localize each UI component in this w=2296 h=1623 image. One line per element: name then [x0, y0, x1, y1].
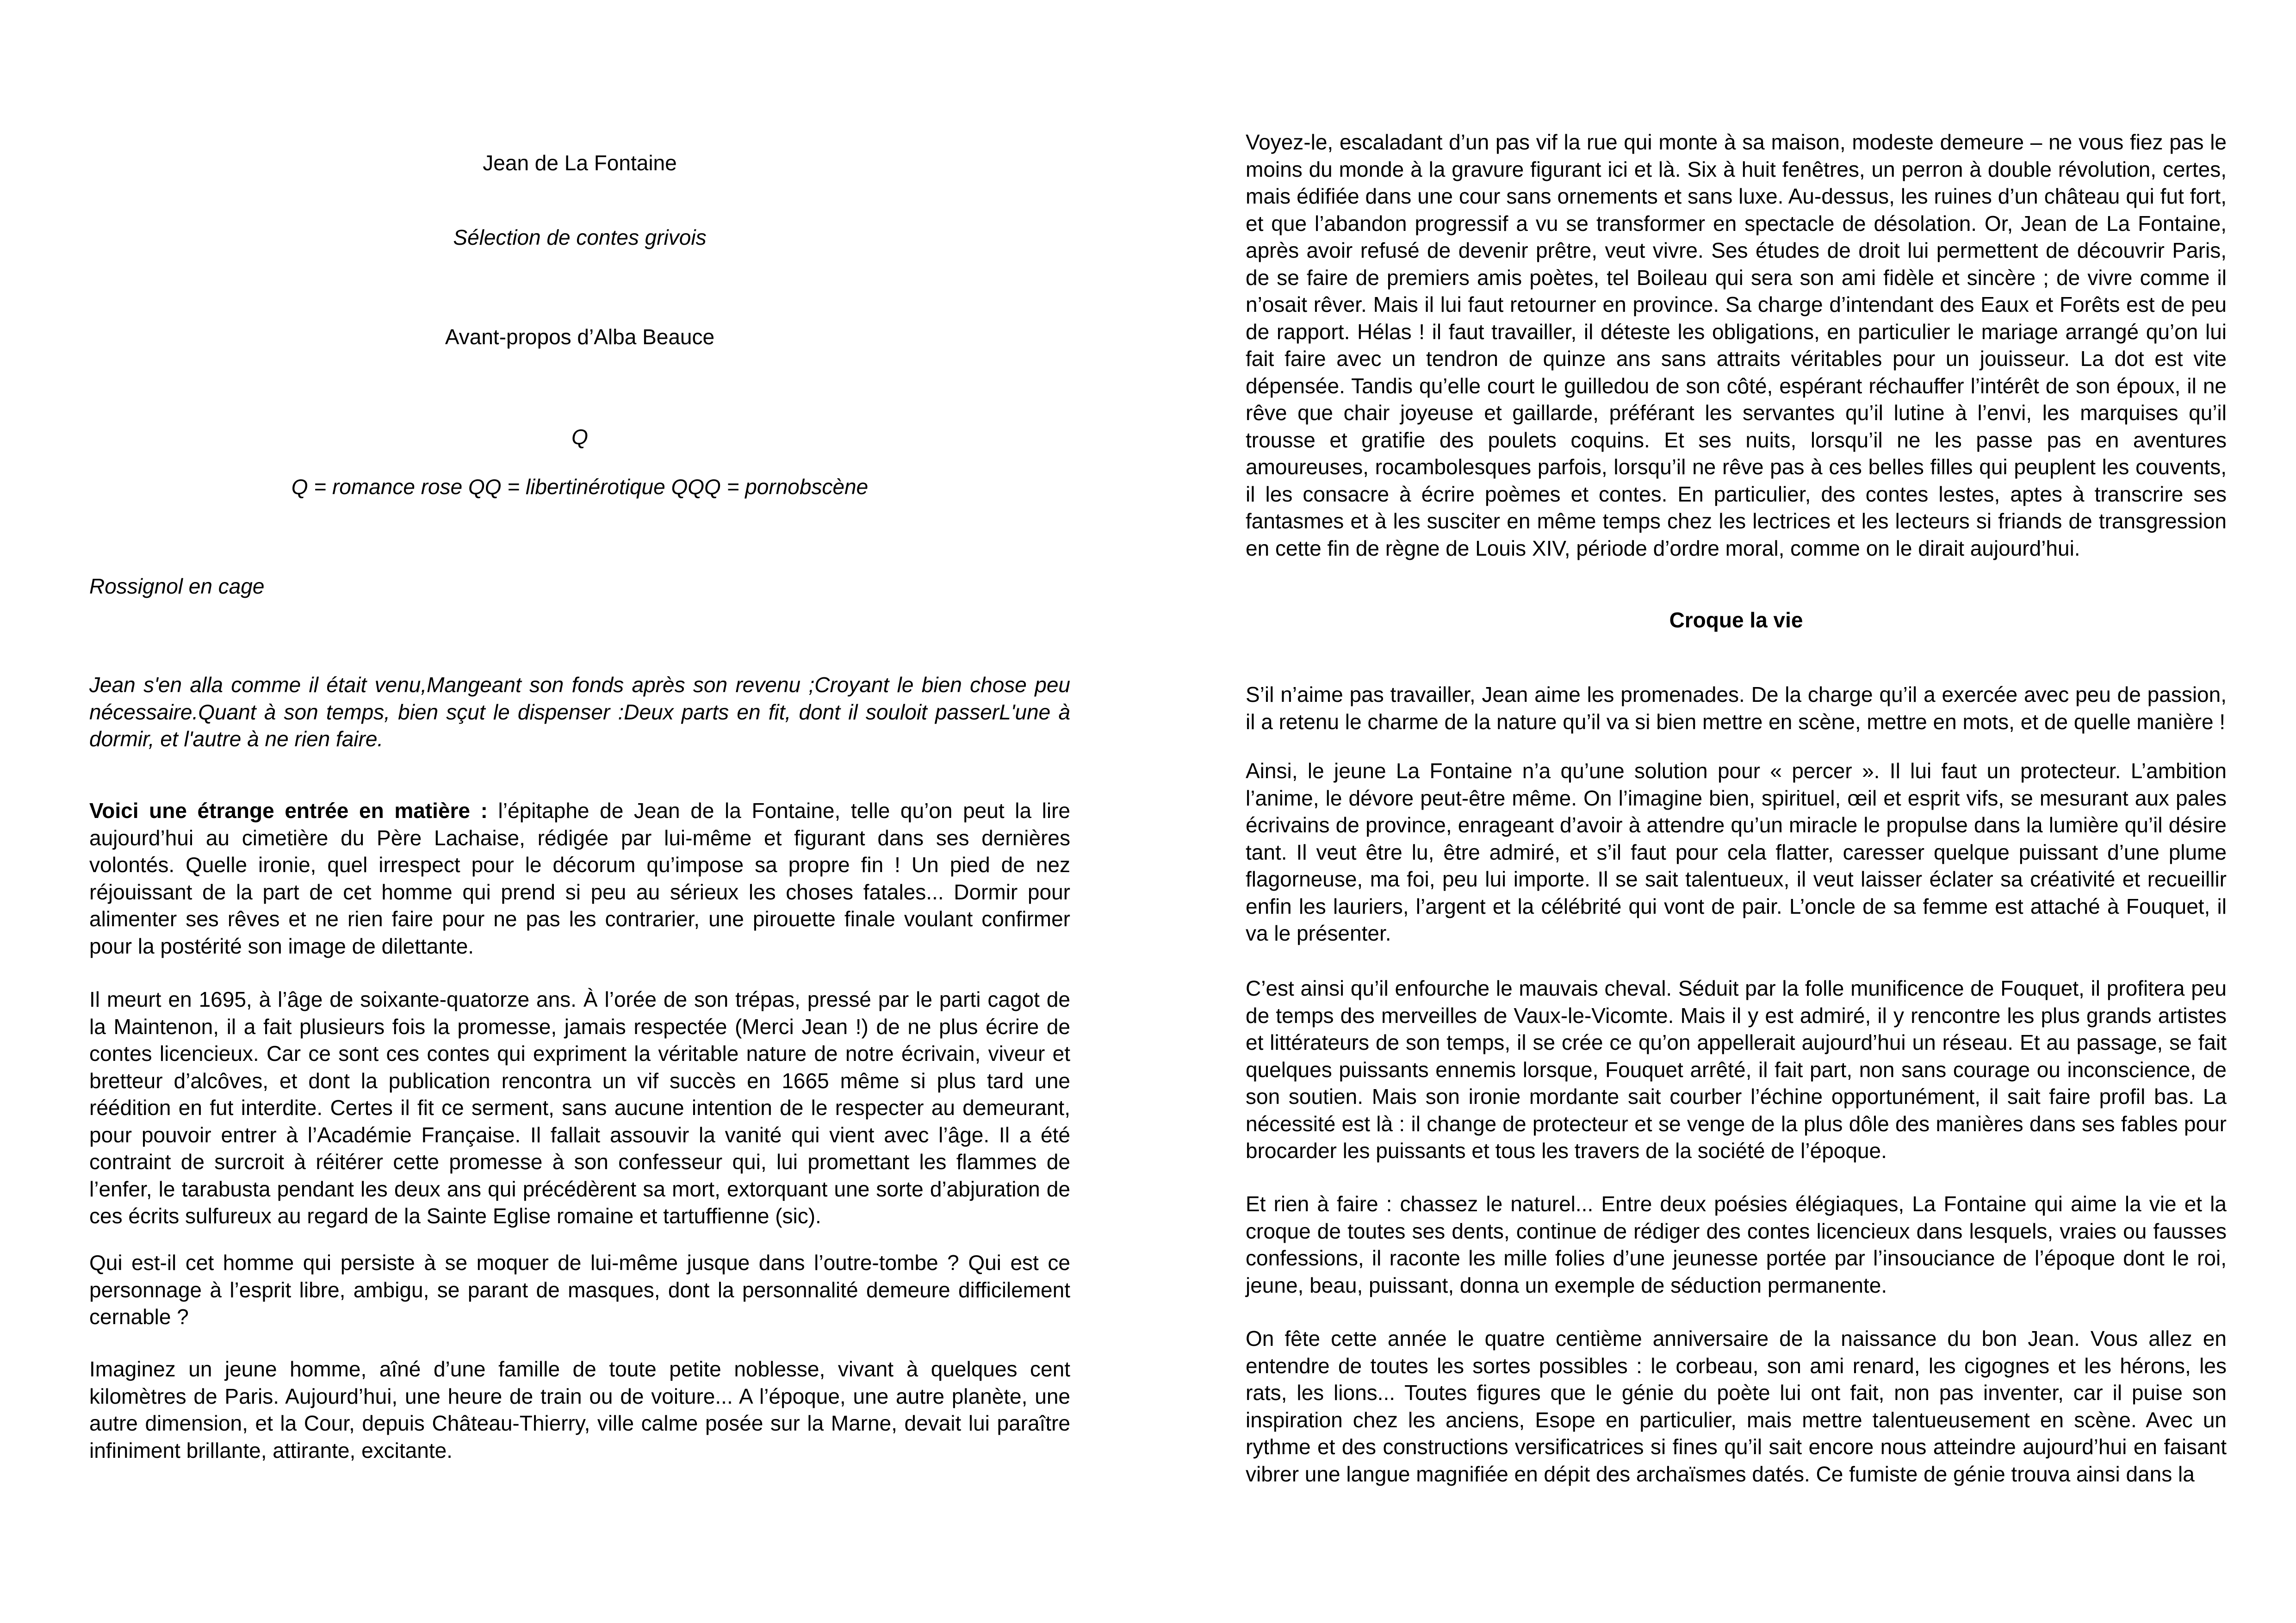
- book-title: Sélection de contes grivois: [453, 225, 707, 249]
- paragraph-anniversary: On fête cette année le quatre centième anniversaire de la naissance du bon Jean. Vous allez en entendre de toutes les sortes possibles : le corbeau, son ami renard, les cigognes et les hérons, les rats, les lions... Toutes figures que le génie du poète lui ont fait, non pas inventer, car il puise son inspiration chez les anciens, Esope en particulier, mais mettre talentueusement en scène. Avec un rythme et des constructions versificatrices si fines qu’il sait encore nous atteindre aujourd’hui en faisant vibrer une langue magnifiée en dépit des archaïsmes datés. Ce fumiste de génie trouva ainsi dans la: [1246, 1326, 2227, 1486]
- rating-mark: Q: [571, 425, 588, 449]
- paragraph-protector: Ainsi, le jeune La Fontaine n’a qu’une solution pour « percer ». Il lui faut un protecteur. L’ambition l’anime, le dévore peut-être même. On l’imagine bien, spirituel, œil et esprit vifs, se mesurant aux pales écrivains de province, enrageant d’avoir à attendre qu’un miracle le propulse dans la lumière qu’il désire tant. Il veut être lu, être admiré, et s’il faut pour cela flatter, caresser quelque puissant d’une plume flagorneuse, ma foi, peu lui importe. Il se sait talentueux, il veut laisser éclater sa créativité et recueillir enfin les lauriers, l’argent et la célébrité qui vont de pair. L’oncle de sa femme est attaché à Fouquet, il va le présenter.: [1246, 759, 2227, 945]
- section-title: Croque la vie: [1669, 608, 1803, 632]
- paragraph-fouquet: C’est ainsi qu’il enfourche le mauvais cheval. Séduit par la folle munificence de Fouquet, il profitera peu de temps des merveilles de Vaux-le-Vicomte. Mais il y est admiré, il y rencontre les plus grands artistes et littérateurs de son temps, il se crée ce qu’on appellerait aujourd’hui un réseau. Et au passage, se fait quelques puissants ennemis lorsque, Fouquet arrêté, il fait part, non sans courage ou inconscience, de son soutien. Mais son ironie mordante sait courber l’échine opportunément, il sait faire profil bas. La nécessité est là : il change de protecteur et se venge de la plus dôle des manières dans ses fables pour brocarder les puissants et tous les travers de la société de l’époque.: [1246, 976, 2227, 1163]
- paragraph-intro-lead: Voici une étrange entrée en matière :: [89, 799, 488, 823]
- paragraph-question: Qui est-il cet homme qui persiste à se moquer de lui-même jusque dans l’outre-tombe ? Qui est ce personnage à l’esprit libre, ambigu, se parant de masques, dont la personnalité demeure difficilement cernable ?: [89, 1251, 1070, 1329]
- author-name: Jean de La Fontaine: [483, 151, 677, 175]
- paragraph-promenades: S’il n’aime pas travailler, Jean aime les promenades. De la charge qu’il a exercée avec peu de passion, il a retenu le charme de la nature qu’il va si bien mettre en scène, mettre en mots, et de quelle manière !: [1246, 682, 2227, 734]
- paragraph-naturel: Et rien à faire : chassez le naturel... Entre deux poésies élégiaques, La Fontaine qui aime la vie et la croque de toutes ses dents, continue de rédiger des contes licencieux dans lesquels, vraies ou fausses confessions, il raconte les mille folies d’une jeunesse portée par l’insouciance de l’époque dont le roi, jeune, beau, puissant, donna un exemple de séduction permanente.: [1246, 1192, 2227, 1297]
- paragraph-imagine: Imaginez un jeune homme, aîné d’une famille de toute petite noblesse, vivant à quelques cent kilomètres de Paris. Aujourd’hui, une heure de train ou de voiture... A l’époque, une autre planète, une autre dimension, et la Cour, depuis Château-Thierry, ville calme posée sur la Marne, devait lui paraître infiniment brillante, attirante, excitante.: [89, 1357, 1070, 1462]
- paragraph-intro-body: l’épitaphe de Jean de la Fontaine, telle qu’on peut la lire aujourd’hui au cimetière du Père Lachaise, rédigée par lui-même et figurant dans ses dernières volontés. Quelle ironie, quel irrespect pour le décorum qu’impose sa propre fin ! Un pied de nez réjouissant de la part de cet homme qui prend si peu au sérieux les choses fatales... Dormir pour alimenter ses rêves et ne rien faire pour ne pas les contrarier, une pirouette finale voulant confirmer pour la postérité son image de dilettante.: [89, 799, 1071, 958]
- paragraph-death: Il meurt en 1695, à l’âge de soixante-quatorze ans. À l’orée de son trépas, pressé par le parti cagot de la Maintenon, il a fait plusieurs fois la promesse, jamais respectée (Merci Jean !) de ne plus écrire de contes licencieux. Car ce sont ces contes qui expriment la véritable nature de notre écrivain, viveur et bretteur d’alcôves, et dont la publication rencontra un vif succès en 1665 même si plus tard une réédition en fut interdite. Certes il fit ce serment, sans aucune intention de le respecter au demeurant, pour pouvoir entrer à l’Académie Française. Il fallait assouvir la vanité qui vient avec l’âge. Il a été contraint de surcroit à réitérer cette promesse à son confesseur qui, lui promettant les flammes de l’enfer, le tarabusta pendant les deux ans qui précédèrent sa mort, extorquant une sorte d’abjuration de ces écrits sulfureux au regard de la Sainte Eglise romaine et tartuffienne (sic).: [89, 987, 1070, 1228]
- story-title: Rossignol en cage: [89, 574, 265, 598]
- paragraph-intro: [89, 797, 1070, 960]
- paragraph-house: Voyez-le, escaladant d’un pas vif la rue qui monte à sa maison, modeste demeure – ne vous fiez pas le moins du monde à la gravure figurant ici et là. Six à huit fenêtres, un perron à double révolution, certes, mais édifiée dans une cour sans ornements et sans luxe. Au-dessus, les ruines d’un château qui fut fort, et que l’abandon progressif a vu se transformer en spectacle de désolation. Or, Jean de La Fontaine, après avoir refusé de devenir prêtre, veut vivre. Ses études de droit lui permettent de découvrir Paris, de se faire de premiers amis poètes, tel Boileau qui sera son ami fidèle et sincère ; de vivre comme il n’osait rêver. Mais il lui faut retourner en province. Sa charge d’intendant des Eaux et Forêts est de peu de rapport. Hélas ! il faut travailler, il déteste les obligations, en particulier le mariage arrangé qu’on lui fait faire avec un tendron de quinze ans sans attraits véritables pour un jouisseur. La dot est vite dépensée. Tandis qu’elle court le guilledou de son côté, espérant réchauffer l’intérêt de son époux, il ne rêve que chair joyeuse et gaillarde, préférant les servantes qu’il lutine à l’envi, les marquises qu’il trousse et gratifie des poulets coquins. Et ses nuits, lorsqu’il ne les passe pas en aventures amoureuses, rocambolesques parfois, lorsqu’il ne rêve pas à ces belles filles qui peuplent les couvents, il les consacre à écrire poèmes et contes. En particulier, des contes lestes, aptes à transcrire ses fantasmes et à les susciter en même temps chez les lectrices et les lecteurs si friands de transgression en cette fin de règne de Louis XIV, période d’ordre moral, comme on le dirait aujourd’hui.: [1246, 130, 2227, 560]
- rating-legend: Q = romance rose QQ = libertinérotique QQQ = pornobscène: [291, 475, 869, 499]
- epitaph-quote: Jean s'en alla comme il était venu,Mangeant son fonds après son revenu ;Croyant le bien chose peu nécessaire.Quant à son temps, bien sçut le dispenser :Deux parts en fit, dont il souloit passerL'une à dormir, et l'autre à ne rien faire.: [89, 673, 1070, 751]
- foreword-credit: Avant-propos d’Alba Beauce: [445, 325, 715, 349]
